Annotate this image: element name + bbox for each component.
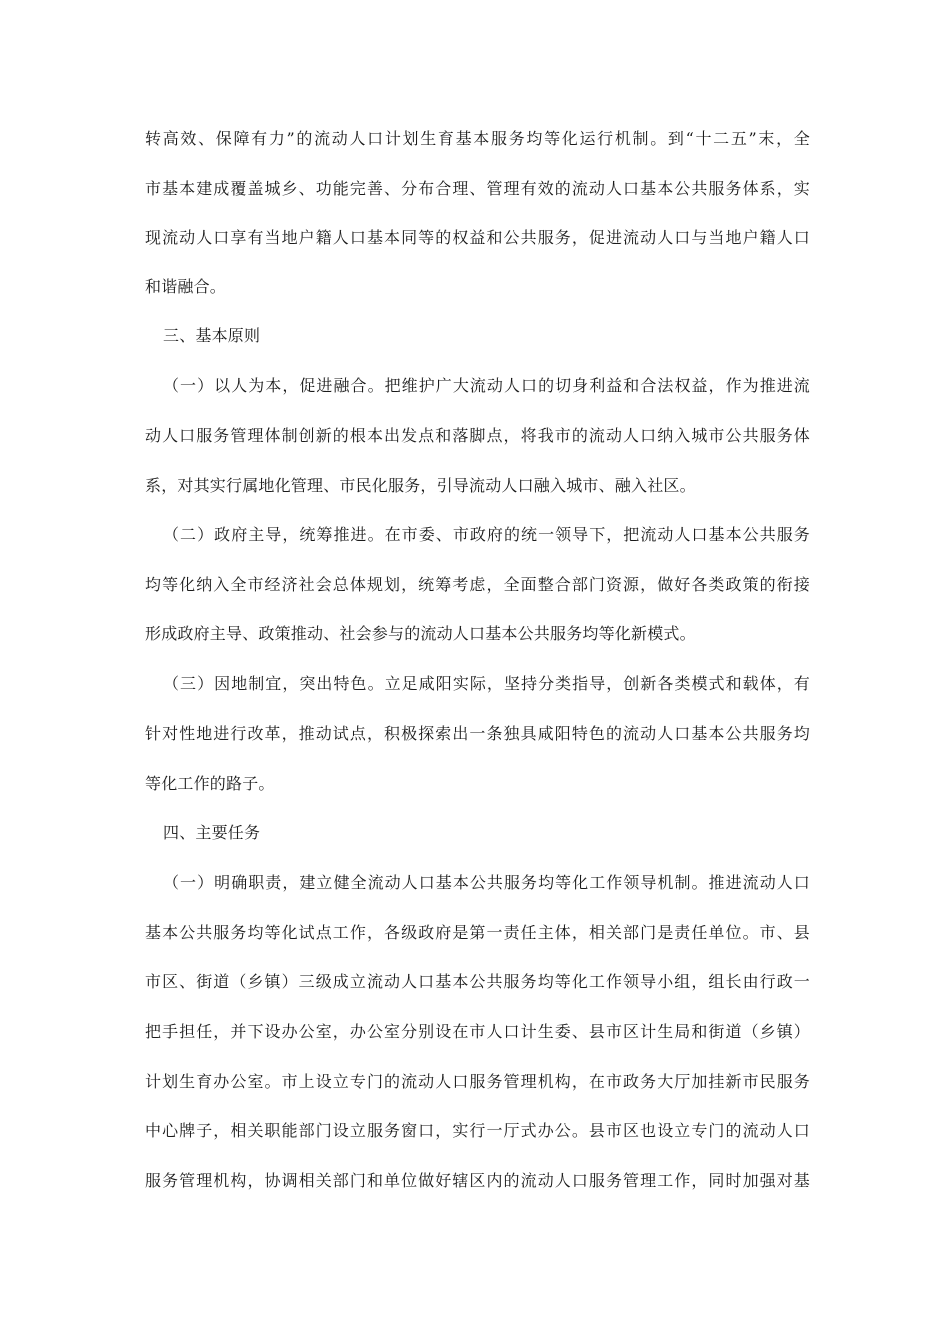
paragraph-line: 服务管理机构，协调相关部门和单位做好辖区内的流动人口服务管理工作，同时加强对基	[145, 1171, 810, 1190]
paragraph-line: 动人口服务管理体制创新的根本出发点和落脚点，将我市的流动人口纳入城市公共服务体	[145, 426, 810, 445]
paragraph-line: 基本公共服务均等化试点工作，各级政府是第一责任主体，相关部门是责任单位。市、县	[145, 923, 810, 942]
paragraph-line: 把手担任，并下设办公室，办公室分别设在市人口计生委、县市区计生局和街道（乡镇）	[145, 1022, 810, 1041]
paragraph-line: （一）明确职责，建立健全流动人口基本公共服务均等化工作领导机制。推进流动人口	[163, 873, 810, 892]
paragraph-line: 针对性地进行改革，推动试点，积极探索出一条独具咸阳特色的流动人口基本公共服务均	[145, 724, 810, 743]
paragraph-line: 市区、街道（乡镇）三级成立流动人口基本公共服务均等化工作领导小组，组长由行政一	[145, 972, 810, 991]
section-heading: 三、基本原则	[163, 326, 261, 345]
paragraph-line: 现流动人口享有当地户籍人口基本同等的权益和公共服务，促进流动人口与当地户籍人口	[145, 228, 810, 247]
paragraph-line: 转高效、保障有力”的流动人口计划生育基本服务均等化运行机制。到“十二五”末，全	[145, 129, 810, 148]
section-heading: 四、主要任务	[163, 823, 261, 842]
paragraph-line: 计划生育办公室。市上设立专门的流动人口服务管理机构，在市政务大厅加挂新市民服务	[145, 1072, 810, 1091]
paragraph-line: （二）政府主导，统筹推进。在市委、市政府的统一领导下，把流动人口基本公共服务	[163, 525, 810, 544]
paragraph-line: 中心牌子，相关职能部门设立服务窗口，实行一厅式办公。县市区也设立专门的流动人口	[145, 1121, 810, 1140]
paragraph-line: 和谐融合。	[145, 277, 227, 296]
paragraph-line: 均等化纳入全市经济社会总体规划，统筹考虑，全面整合部门资源，做好各类政策的衔接	[145, 575, 810, 594]
paragraph-line: 市基本建成覆盖城乡、功能完善、分布合理、管理有效的流动人口基本公共服务体系，实	[145, 179, 810, 198]
paragraph-line: （三）因地制宜，突出特色。立足咸阳实际，坚持分类指导，创新各类模式和载体，有	[163, 674, 810, 693]
paragraph-line: （一）以人为本，促进融合。把维护广大流动人口的切身利益和合法权益，作为推进流	[163, 376, 810, 395]
paragraph-line: 形成政府主导、政策推动、社会参与的流动人口基本公共服务均等化新模式。	[145, 624, 696, 643]
paragraph-line: 等化工作的路子。	[145, 774, 275, 793]
paragraph-line: 系，对其实行属地化管理、市民化服务，引导流动人口融入城市、融入社区。	[145, 476, 696, 495]
